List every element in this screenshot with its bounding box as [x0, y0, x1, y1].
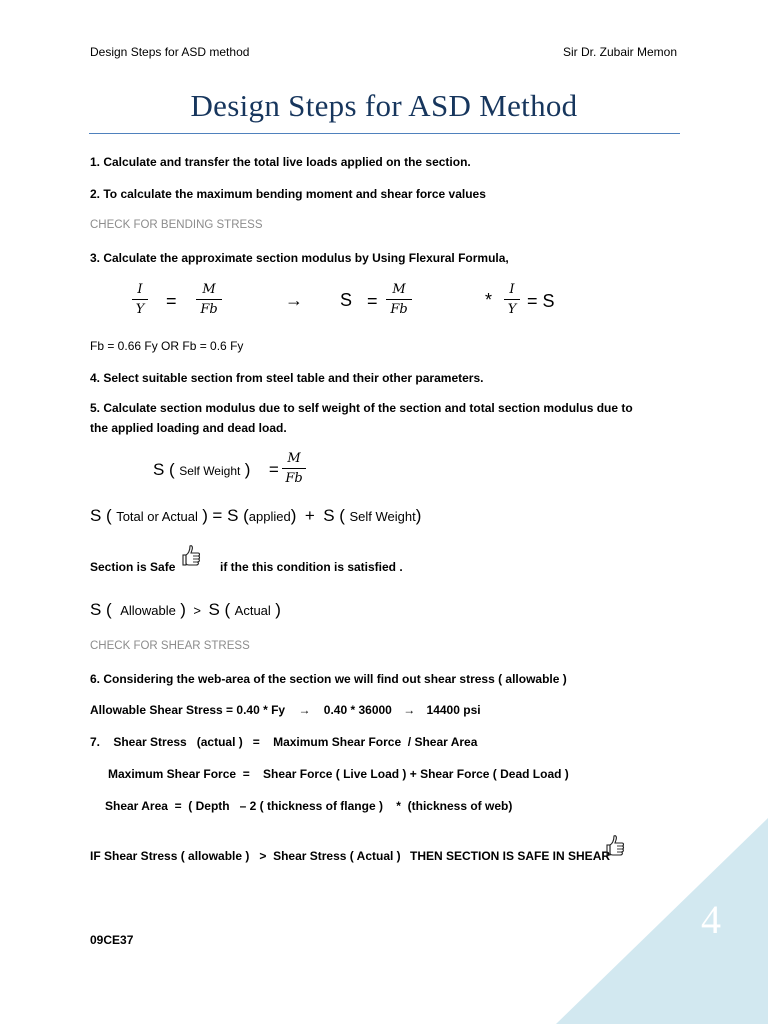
step-7: 7. Shear Stress (actual ) = Maximum Shear Force / Shear Area — [90, 735, 478, 749]
safe-condition-text: if the this condition is satisfied . — [220, 560, 403, 574]
heading-shear-stress: CHECK FOR SHEAR STRESS — [90, 640, 250, 652]
fraction-m-over-fb: M Fb — [196, 282, 222, 317]
section-safe-label: Section is Safe — [90, 560, 176, 574]
equals-s: = S — [527, 291, 555, 311]
page-corner-decoration — [556, 818, 768, 1024]
step-2: 2. To calculate the maximum bending moment and shear force values — [90, 187, 486, 201]
step-5: 5. Calculate section modulus due to self weight of the section and total section modulus due to the applied loading and dead load. — [90, 401, 633, 435]
allowable-shear-stress: Allowable Shear Stress = 0.40 * Fy → 0.40 * 36000 → 14400 psi — [90, 703, 481, 717]
asterisk: * — [485, 290, 493, 310]
total-modulus-formula: S ( Total or Actual ) = S (applied) + S ( Self Weight) — [90, 506, 422, 525]
shear-condition: IF Shear Stress ( allowable ) > Shear Stress ( Actual ) — [90, 849, 401, 863]
thumbs-up-icon — [182, 544, 204, 573]
equals-sign: = — [166, 291, 177, 311]
step-1: 1. Calculate and transfer the total live loads applied on the section. — [90, 155, 471, 169]
running-header-left: Design Steps for ASD method — [90, 45, 250, 59]
fraction-m-over-fb: M Fb — [282, 451, 306, 486]
step-6: 6. Considering the web-area of the section we will find out shear stress ( allowable ) — [90, 672, 567, 686]
step-4: 4. Select suitable section from steel table and their other parameters. — [90, 371, 484, 385]
fraction-m-over-fb: M Fb — [386, 282, 412, 317]
self-weight-formula: S ( Self Weight ) = — [153, 460, 279, 479]
allowable-comparison: S ( Allowable ) > S ( Actual ) — [90, 600, 281, 619]
equals-sign: = — [367, 291, 378, 311]
arrow-icon: → — [285, 290, 303, 310]
fraction-i-over-y: I Y — [132, 282, 148, 317]
page-title: Design Steps for ASD Method — [190, 88, 578, 123]
heading-bending-stress: CHECK FOR BENDING STRESS — [90, 219, 263, 231]
title-underline — [89, 133, 680, 134]
shear-safe-result: THEN SECTION IS SAFE IN SHEAR — [410, 849, 611, 863]
step-3: 3. Calculate the approximate section modulus by Using Flexural Formula, — [90, 251, 509, 265]
fb-values: Fb = 0.66 Fy OR Fb = 0.6 Fy — [90, 339, 244, 353]
footer-code: 09CE37 — [90, 933, 134, 947]
shear-area: Shear Area = ( Depth – 2 ( thickness of flange ) * (thickness of web) — [105, 799, 513, 813]
fraction-i-over-y: I Y — [504, 282, 520, 317]
max-shear-force: Maximum Shear Force = Shear Force ( Live Load ) + Shear Force ( Dead Load ) — [108, 767, 569, 781]
running-header-right: Sir Dr. Zubair Memon — [562, 45, 677, 59]
symbol-s: S — [340, 290, 353, 310]
page-number: 4 — [701, 897, 721, 942]
